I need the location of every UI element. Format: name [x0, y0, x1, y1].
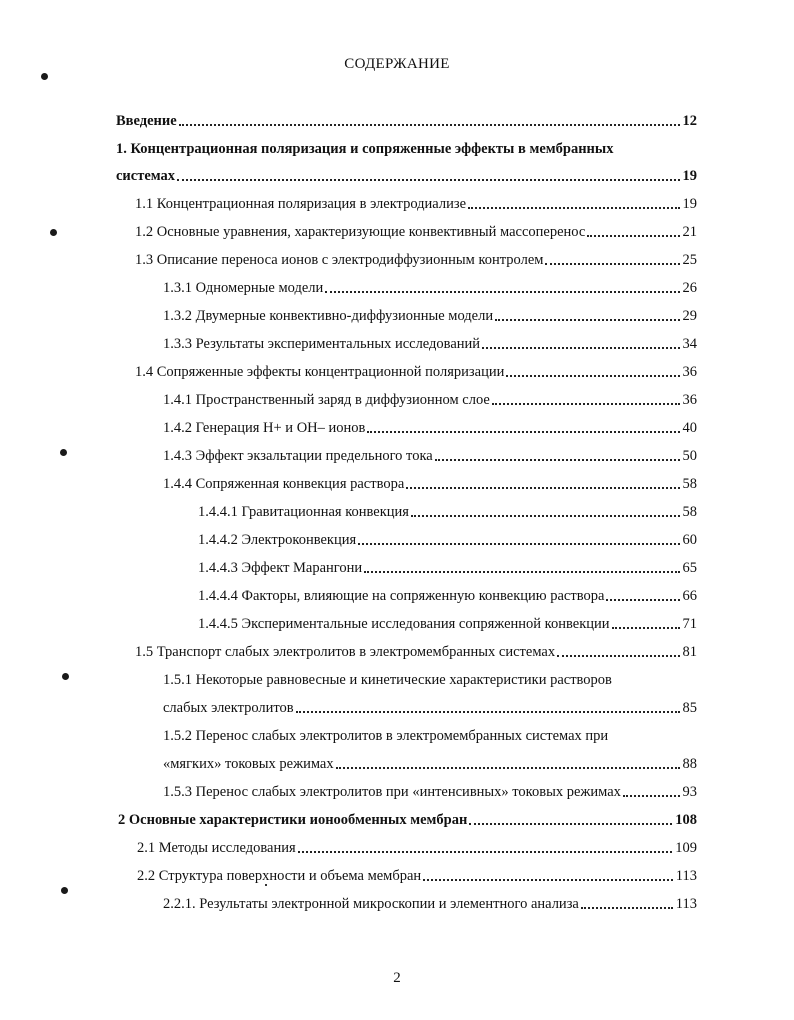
toc-entry-label: 1.4.4.5 Экспериментальные исследования сопряженной конвекции: [198, 616, 610, 632]
toc-entry-page: 85: [682, 700, 697, 716]
toc-entry-page: 60: [682, 532, 697, 548]
toc-leader: [587, 235, 679, 237]
toc-leader: [495, 319, 679, 321]
toc-entry: [198, 609, 697, 633]
toc-entry: [198, 497, 697, 521]
toc-leader: [298, 851, 673, 853]
punch-hole: [41, 73, 48, 80]
toc-entry-page: 29: [682, 308, 697, 324]
toc-entry-label: 1. Концентрационная поляризация и сопряженные эффекты в мембранных: [116, 141, 614, 157]
toc-entry-page: 40: [682, 420, 697, 436]
toc-entry: [135, 357, 697, 381]
toc-entry-page: 21: [682, 224, 697, 240]
toc-leader: [557, 655, 679, 657]
toc-entry: [198, 581, 697, 605]
toc-entry-label: 1.5.2 Перенос слабых электролитов в электромембранных системах при: [163, 728, 609, 744]
toc-entry: [163, 441, 697, 465]
toc-entry-label: 1.4.3 Эффект экзальтации предельного тока: [163, 448, 433, 464]
toc-entry-page: 71: [682, 616, 697, 632]
toc-entry: [135, 189, 697, 213]
toc-entry-label: 1.3.3 Результаты экспериментальных исследований: [163, 336, 481, 352]
toc-leader: [482, 347, 679, 349]
toc-leader: [406, 487, 679, 489]
toc-entry-label: 1.5 Транспорт слабых электролитов в электромембранных системах: [135, 644, 556, 660]
toc-entry-label: системах: [116, 168, 176, 184]
toc-entry-label: 1.4.4 Сопряженная конвекция раствора: [163, 476, 405, 492]
toc-entry-label: слабых электролитов: [163, 700, 294, 716]
toc-entry: [163, 665, 612, 689]
toc-entry-label: 1.4.4.4 Факторы, влияющие на сопряженную конвекцию раствора: [198, 588, 605, 604]
toc-leader: [492, 403, 680, 405]
toc-entry: [137, 861, 697, 885]
toc-leader: [612, 627, 680, 629]
toc-entry: [198, 525, 697, 549]
toc-entry-page: 34: [682, 336, 697, 352]
toc-entry-page: 58: [682, 504, 697, 520]
toc-entry-page: 113: [675, 868, 697, 884]
toc-leader: [623, 795, 680, 797]
toc-entry-label: 1.2 Основные уравнения, характеризующие конвективный массоперенос: [135, 224, 586, 240]
toc-entry-page: 36: [682, 392, 697, 408]
toc-entry: [163, 693, 697, 717]
page-title: СОДЕРЖАНИЕ: [344, 56, 450, 72]
toc-entry: [116, 134, 613, 158]
toc-leader: [336, 767, 680, 769]
toc-entry-label: «мягких» токовых режимах: [163, 756, 334, 772]
toc-entry: [163, 777, 697, 801]
toc-leader: [177, 179, 679, 181]
toc-leader: [435, 459, 680, 461]
toc-leader: [469, 823, 672, 825]
toc-entry-label: 1.3 Описание переноса ионов с электродиффузионным контролем: [135, 252, 544, 268]
toc-entry-page: 113: [675, 896, 697, 912]
page-number: 2: [393, 970, 401, 986]
toc-entry-label: 1.3.2 Двумерные конвективно-диффузионные модели: [163, 308, 494, 324]
toc-entry-label: 2.2.1. Результаты электронной микроскопии и элементного анализа: [163, 896, 579, 912]
punch-hole: [61, 887, 68, 894]
toc-leader: [606, 599, 679, 601]
punch-hole: [60, 449, 67, 456]
toc-entry-label: Введение: [116, 113, 177, 129]
toc-entry: [135, 637, 697, 661]
toc-leader: [179, 124, 680, 126]
toc-leader: [367, 431, 679, 433]
toc-entry-page: 58: [682, 476, 697, 492]
toc-entry: [135, 217, 697, 241]
toc-leader: [423, 879, 673, 881]
toc-entry-page: 36: [682, 364, 697, 380]
toc-entry: [116, 161, 697, 185]
punch-hole: [50, 229, 57, 236]
toc-leader: [581, 907, 673, 909]
toc-entry-page: 88: [682, 756, 697, 772]
toc-leader: [364, 571, 679, 573]
toc-entry-page: 81: [682, 644, 697, 660]
toc-entry-page: 50: [682, 448, 697, 464]
toc-entry-page: 26: [682, 280, 697, 296]
toc-entry-label: 1.4.4.2 Электроконвекция: [198, 532, 357, 548]
toc-entry: [135, 245, 697, 269]
toc-entry: [163, 273, 697, 297]
toc-entry: [116, 106, 697, 130]
toc-entry: [163, 413, 697, 437]
toc-entry-label: 1.3.1 Одномерные модели: [163, 280, 324, 296]
toc-entry: [163, 329, 697, 353]
toc-entry-label: 1.4.1 Пространственный заряд в диффузионном слое: [163, 392, 490, 408]
toc-entry: [118, 805, 697, 829]
toc-entry-label: 1.4.4.1 Гравитационная конвекция: [198, 504, 409, 520]
toc-entry-page: 25: [682, 252, 697, 268]
toc-entry-page: 93: [682, 784, 697, 800]
toc-entry-page: 66: [682, 588, 697, 604]
toc-entry-label: 1.4.2 Генерация Н+ и ОН– ионов: [163, 420, 366, 436]
toc-entry-label: 2.1 Методы исследования: [137, 840, 296, 856]
toc-leader: [296, 711, 680, 713]
toc-entry: [137, 833, 697, 857]
toc-leader: [325, 291, 679, 293]
toc-entry: [163, 385, 697, 409]
punch-hole: [62, 673, 69, 680]
toc-entry-label: 2.2 Структура поверхности и объема мембран: [137, 868, 422, 884]
toc-leader: [506, 375, 679, 377]
toc-entry: [163, 301, 697, 325]
toc-leader: [468, 207, 679, 209]
toc-entry-label: 1.4 Сопряженные эффекты концентрационной поляризации: [135, 364, 505, 380]
scan-speck: [265, 884, 267, 886]
toc-entry-page: 12: [682, 113, 697, 129]
toc-leader: [358, 543, 679, 545]
toc-entry: [163, 721, 608, 745]
toc-entry-label: 1.4.4.3 Эффект Марангони: [198, 560, 363, 576]
toc-entry-label: 1.5.1 Некоторые равновесные и кинетические характеристики растворов: [163, 672, 612, 688]
toc-entry: [163, 749, 697, 773]
toc-entry-page: 19: [682, 196, 697, 212]
toc-entry: [198, 553, 697, 577]
toc-entry-label: 2 Основные характеристики ионообменных мембран: [118, 812, 468, 828]
toc-leader: [411, 515, 680, 517]
toc-entry-page: 109: [675, 840, 697, 856]
toc-entry-page: 108: [675, 812, 697, 828]
toc-entry: [163, 889, 697, 913]
toc-entry: [163, 469, 697, 493]
toc-entry-page: 19: [682, 168, 697, 184]
toc-leader: [545, 263, 679, 265]
toc-entry-page: 65: [682, 560, 697, 576]
toc-entry-label: 1.1 Концентрационная поляризация в электродиализе: [135, 196, 467, 212]
toc-entry-label: 1.5.3 Перенос слабых электролитов при «интенсивных» токовых режимах: [163, 784, 621, 800]
